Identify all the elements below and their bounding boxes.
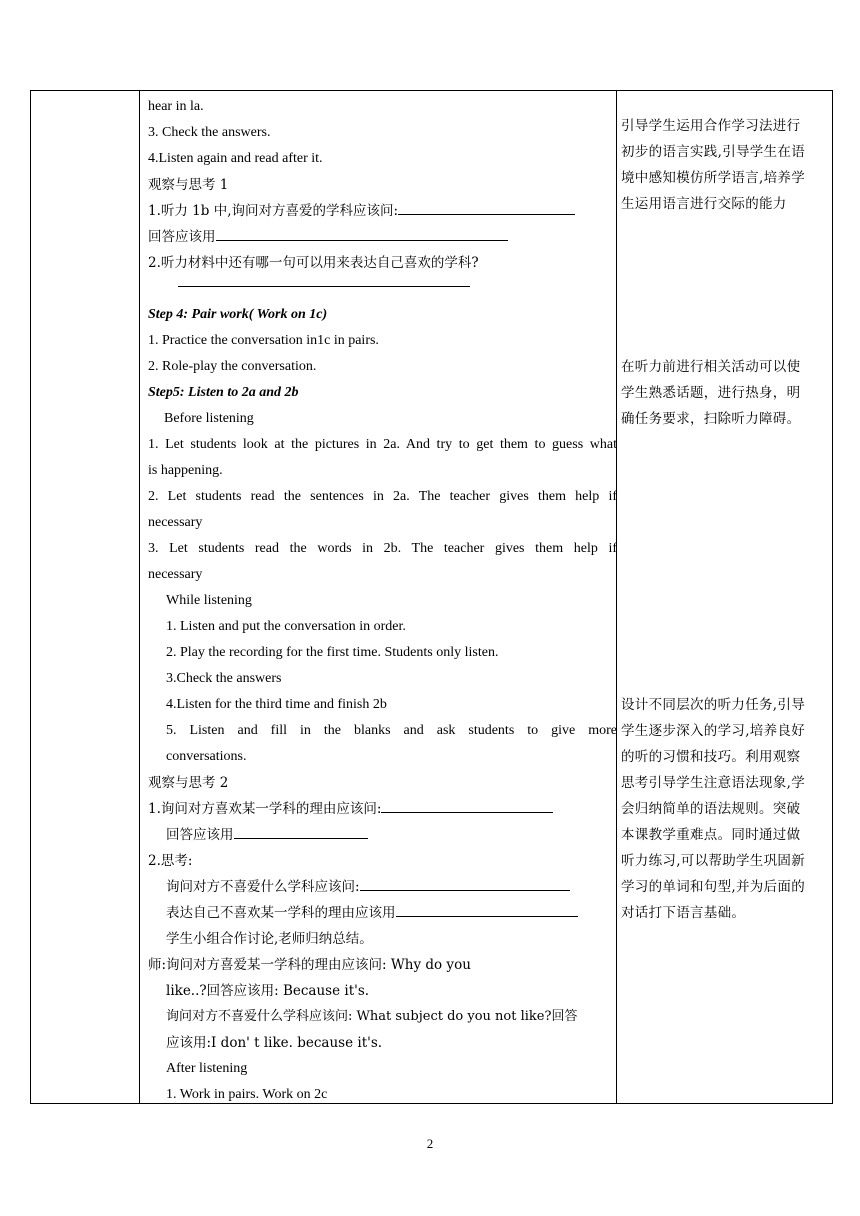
question-line (166, 874, 617, 900)
question-line (166, 900, 617, 926)
answer-blank (216, 226, 508, 241)
text-line: 3.Check the answers (166, 671, 282, 686)
text-line: conversations. (166, 749, 247, 764)
text-line: 学生小组合作讨论,老师归纳总结。 (166, 931, 373, 947)
sub-heading: After listening (166, 1061, 248, 1076)
question-line (148, 796, 617, 822)
text-line: 3. Check the answers. (148, 125, 271, 140)
question-text: 1.询问对方喜欢某一学科的理由应该问: (148, 801, 382, 817)
column-divider-left (139, 91, 140, 1103)
step-heading: Step 4: Pair work( Work on 1c) (148, 307, 328, 322)
question-text: 询问对方不喜爱什么学科应该问: (166, 879, 360, 895)
question-line (148, 198, 617, 224)
question-line: 2.听力材料中还有哪一句可以用来表达自己喜欢的学科? (148, 255, 479, 271)
text-line: necessary (148, 515, 203, 530)
text-line: 1. Work in pairs. Work on 2c (166, 1087, 328, 1102)
text-line: is happening. (148, 463, 223, 478)
section-heading: 观察与思考 2 (148, 775, 229, 791)
answer-blank (360, 876, 570, 891)
question-line: 2.思考: (148, 853, 193, 869)
intent-line: 确任务要求，扫除听力障碍。 (621, 411, 801, 427)
intent-line: 会归纳简单的语法规则。突破 (621, 801, 801, 817)
section-heading: 观察与思考 1 (148, 177, 229, 193)
text-line: 5. Listen and fill in the blanks and ask students to give more (166, 723, 617, 738)
intent-line: 引导学生运用合作学习法进行 (621, 118, 801, 134)
sub-heading: Before listening (164, 411, 254, 426)
question-line (148, 224, 617, 250)
intent-line: 的听的习惯和技巧。利用观察 (621, 749, 801, 765)
answer-blank (398, 200, 575, 215)
question-text: 1.听力 1b 中,询问对方喜爱的学科应该问: (148, 203, 399, 219)
text-line: like..?回答应该用: Because it's. (166, 983, 370, 999)
text-line: 1. Listen and put the conversation in order. (166, 619, 406, 634)
step-heading: Step5: Listen to 2a and 2b (148, 385, 299, 400)
intent-line: 初步的语言实践,引导学生在语 (621, 144, 805, 160)
answer-blank-line (178, 271, 617, 297)
text-line: 2. Play the recording for the first time. Students only listen. (166, 645, 499, 660)
question-text: 表达自己不喜欢某一学科的理由应该用 (166, 905, 396, 921)
intent-line: 对话打下语言基础。 (621, 905, 746, 921)
sub-heading: While listening (166, 593, 252, 608)
intent-line: 学生熟悉话题，进行热身，明 (621, 385, 801, 401)
intent-line: 学生逐步深入的学习,培养良好 (621, 723, 805, 739)
page-number: 2 (426, 1136, 434, 1151)
question-text: 回答应该用 (166, 827, 234, 843)
text-line: 询问对方不喜爱什么学科应该问: What subject do you not like?回答 (166, 1009, 578, 1024)
text-line: 4.Listen again and read after it. (148, 151, 323, 166)
lesson-table (30, 90, 833, 1104)
text-line: 2. Role-play the conversation. (148, 359, 317, 374)
answer-blank (396, 902, 578, 917)
question-line (166, 822, 617, 848)
text-line: hear in la. (148, 99, 204, 114)
intent-line: 生运用语言进行交际的能力 (621, 196, 787, 212)
intent-line: 境中感知模仿所学语言,培养学 (621, 170, 805, 186)
question-text: 回答应该用 (148, 229, 216, 245)
text-line: 2. Let students read the sentences in 2a. The teacher gives them help if (148, 489, 617, 504)
intent-line: 学习的单词和句型,并为后面的 (621, 879, 805, 895)
answer-blank (178, 272, 470, 287)
text-line: necessary (148, 567, 203, 582)
text-line: 1. Let students look at the pictures in 2a. And try to get them to guess what (148, 437, 617, 452)
intent-line: 思考引导学生注意语法现象,学 (621, 775, 805, 791)
text-line: 师:询问对方喜爱某一学科的理由应该问: Why do you (148, 957, 471, 973)
text-line: 应该用:I don' t like. because it's. (166, 1035, 383, 1051)
answer-blank (381, 798, 553, 813)
intent-line: 设计不同层次的听力任务,引导 (621, 697, 805, 713)
text-line: 4.Listen for the third time and finish 2b (166, 697, 387, 712)
intent-line: 在听力前进行相关活动可以使 (621, 359, 801, 375)
intent-line: 本课教学重难点。同时通过做 (621, 827, 801, 843)
text-line: 3. Let students read the words in 2b. The teacher gives them help if (148, 541, 617, 556)
answer-blank (234, 824, 368, 839)
text-line: 1. Practice the conversation in1c in pairs. (148, 333, 379, 348)
intent-line: 听力练习,可以帮助学生巩固新 (621, 853, 805, 869)
